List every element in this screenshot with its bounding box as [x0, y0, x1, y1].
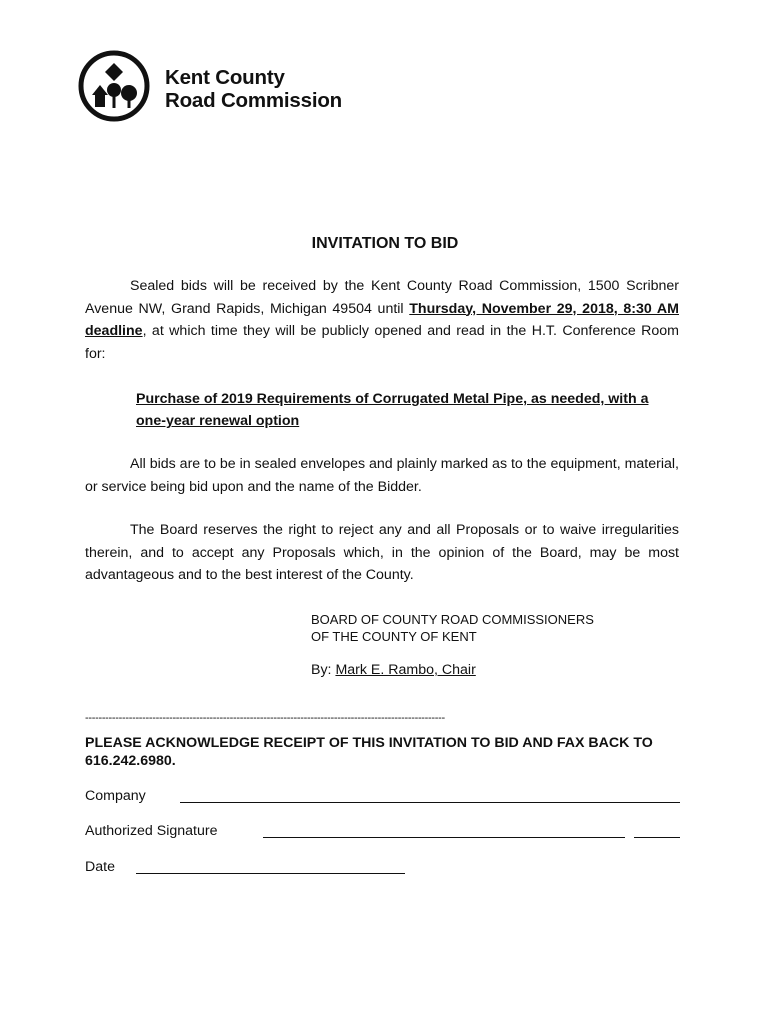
- sealed-envelopes-paragraph: [85, 453, 679, 498]
- intro-text-before: Sealed bids will be received by the Kent County Road Commission, 1500 Scribner Avenue NW, Grand Rapids, Michigan 49504 until: [85, 278, 679, 317]
- organization-name-line1: Kent County: [165, 66, 285, 89]
- sealed-envelopes-text: All bids are to be in sealed envelopes and plainly marked as to the equipment, material, or service being bid upon and the name of the Bidder.: [85, 456, 679, 495]
- company-label: Company: [85, 788, 146, 804]
- authorized-signature-field-line[interactable]: [263, 837, 625, 838]
- by-label: By:: [311, 662, 336, 678]
- company-field-line[interactable]: [180, 802, 680, 803]
- signer-name: Mark E. Rambo, Chair: [335, 662, 476, 678]
- acknowledgement-notice: PLEASE ACKNOWLEDGE RECEIPT OF THIS INVITATION TO BID AND FAX BACK TO 616.242.6980.: [85, 735, 653, 769]
- signed-by: [311, 662, 476, 678]
- board-line2: OF THE COUNTY OF KENT: [311, 629, 477, 644]
- intro-text-after: , at which time they will be publicly opened and read in the H.T. Conference Room for:: [85, 323, 679, 362]
- authorized-signature-field-line-end[interactable]: [634, 837, 680, 838]
- kent-county-logo: [78, 50, 150, 122]
- board-line1: BOARD OF COUNTY ROAD COMMISSIONERS: [311, 612, 594, 627]
- organization-name: [165, 66, 342, 112]
- authorized-signature-label: Authorized Signature: [85, 823, 218, 839]
- board-signature-block: [311, 611, 594, 645]
- document-title: INVITATION TO BID: [311, 235, 459, 252]
- bid-deadline: Thursday, November 29, 2018, 8:30 AM deadline: [85, 300, 679, 339]
- board-reserves-text: The Board reserves the right to reject any and all Proposals or to waive irregularities therein, and to accept any Proposals which, in the opinion of the Board, may be most advantageous and to the best interest of the County.: [85, 522, 679, 583]
- organization-name-line2: Road Commission: [165, 89, 342, 112]
- date-field-line[interactable]: [136, 873, 405, 874]
- purchase-item: Purchase of 2019 Requirements of Corrugated Metal Pipe, as needed, with a one-year renewal option: [136, 391, 649, 429]
- dashed-separator: -----------------------------------------------------------------------------------------------------------: [85, 712, 445, 724]
- board-reserves-paragraph: [85, 519, 679, 587]
- date-label: Date: [85, 859, 115, 875]
- intro-paragraph: [85, 275, 679, 365]
